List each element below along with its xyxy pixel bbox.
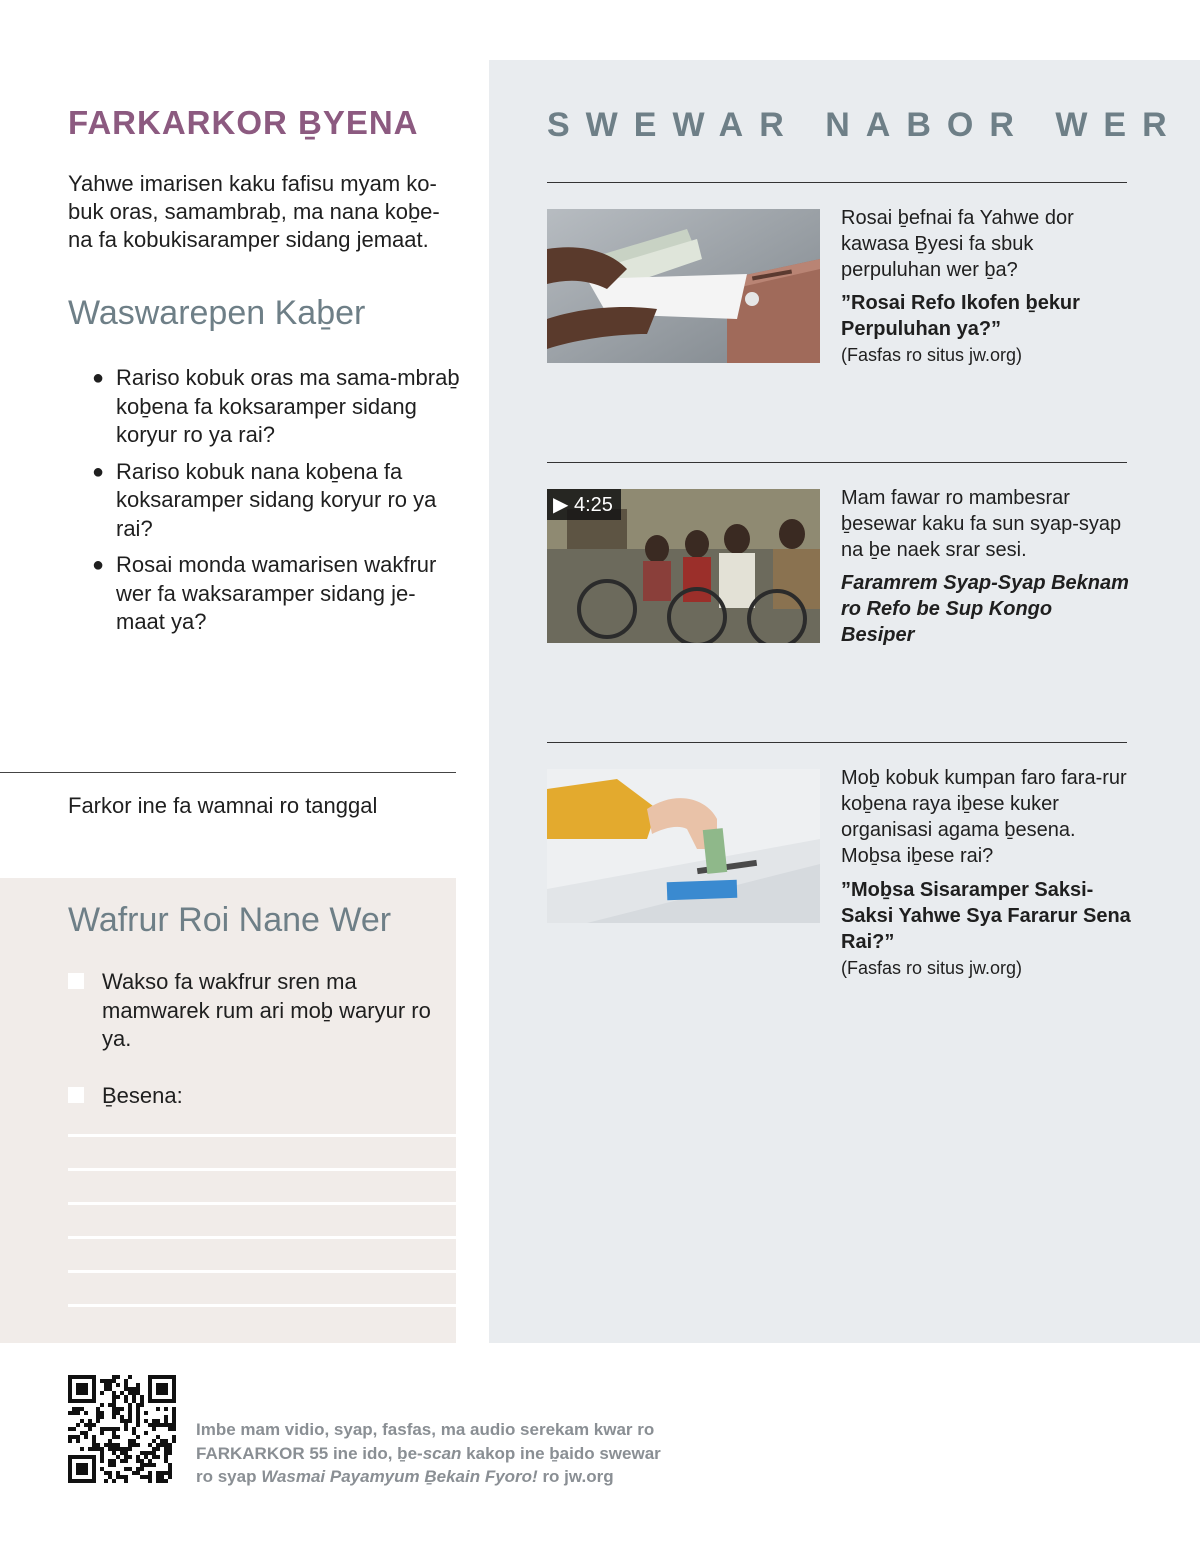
summary-title: FARKARKOR ḆYENA <box>68 104 419 141</box>
item-note: (Fasfas ro situs jw.org) <box>841 958 1023 978</box>
article-link[interactable]: ”Moḇsa Sisaramper Saksi-Saksi Yahwe Sya Fararur Sena Rai?” <box>841 879 1131 953</box>
donation-image <box>547 769 820 923</box>
review-question: ● Rariso kobuk oras ma sama-mbraḇ koḇena fa koksaramper sidang koryur ro ya rai? <box>92 365 460 447</box>
explore-title: SWEWAR NABOR WER <box>547 106 1183 144</box>
review-title: Waswarepen Kaḇer <box>68 294 366 332</box>
date-line: Farkor ine fa wamnai ro tanggal <box>68 793 378 818</box>
write-line[interactable] <box>68 1202 456 1205</box>
task-item: Wakso fa wakfrur sren ma mamwarek rum ari moḇ waryur ro ya. <box>68 968 448 1054</box>
tithe-image <box>547 209 820 363</box>
write-line[interactable] <box>68 1168 456 1171</box>
video-duration: ▶ 4:25 <box>547 489 621 520</box>
checkbox[interactable] <box>68 973 84 989</box>
article-thumbnail-tithe[interactable] <box>547 209 820 363</box>
article-thumbnail-donation[interactable] <box>547 769 820 923</box>
summary-text: Yahwe imarisen kaku fafisu myam ko-buk oras, samambraḇ, ma nana koḇe-na fa kobukisaramper sidang jemaat. <box>68 171 440 252</box>
divider <box>0 772 456 773</box>
bullet-icon: ● <box>92 554 105 576</box>
item-description: Mam fawar ro mambesrar ḇesewar kaku fa sun syap-syap na ḇe naek srar sesi. <box>841 487 1122 561</box>
divider <box>547 462 1127 463</box>
write-line[interactable] <box>68 1134 456 1137</box>
video-link[interactable]: Faramrem Syap-Syap Beknam ro Refo be Sup Kongo Besiper <box>841 572 1129 646</box>
item-note: (Fasfas ro situs jw.org) <box>841 345 1023 365</box>
tasks-title: Wafrur Roi Nane Wer <box>68 901 392 939</box>
video-thumbnail-bicycles[interactable] <box>547 489 820 643</box>
review-question: ● Rariso kobuk nana koḇena fa koksaramper sidang koryur ro ya rai? <box>92 458 437 541</box>
checkbox[interactable] <box>68 1087 84 1103</box>
footer-text: Imbe mam vidio, syap, fasfas, ma audio serekam kwar ro FARKARKOR 55 ine ido, ḇe-scan kakop ine ḇaido swewar ro syap Wasmai Payamyum Ḇekain Fyoro! ro jw.org <box>196 1420 661 1486</box>
tasks-panel <box>0 878 456 1343</box>
play-icon: ▶ <box>553 494 569 516</box>
divider <box>547 742 1127 743</box>
bullet-icon: ● <box>92 460 105 483</box>
article-link[interactable]: ”Rosai Refo Ikofen ḇekur Perpuluhan ya?” <box>841 292 1080 340</box>
review-question: ● Rosai monda wamarisen wakfrur wer fa waksaramper sidang je-maat ya? <box>92 552 437 634</box>
write-line[interactable] <box>68 1270 456 1273</box>
qr-code-icon <box>68 1375 176 1483</box>
write-line[interactable] <box>68 1304 456 1307</box>
write-line[interactable] <box>68 1236 456 1239</box>
item-description: Rosai ḇefnai fa Yahwe dor kawasa Ḇyesi fa sbuk perpuluhan wer ḇa? <box>841 207 1074 281</box>
task-item: Ḇesena: <box>68 1082 448 1111</box>
bullet-icon: ● <box>92 367 105 389</box>
item-description: Moḇ kobuk kumpan faro fara-rur koḇena raya iḇese kuker organisasi agama ḇesena. Moḇsa iḇese rai? <box>841 767 1127 867</box>
review-questions <box>92 364 462 645</box>
divider <box>547 182 1127 183</box>
qr-code[interactable] <box>68 1375 176 1483</box>
